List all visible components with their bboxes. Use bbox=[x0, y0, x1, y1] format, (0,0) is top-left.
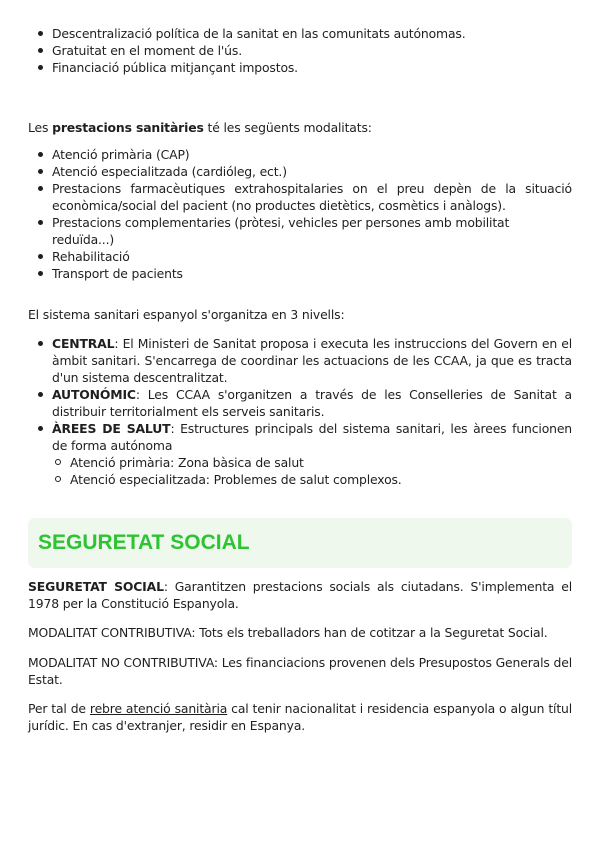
section-title: SEGURETAT SOCIAL bbox=[38, 531, 250, 554]
list-item: CENTRAL: El Ministeri de Sanitat proposa i executa les instruccions del Govern en el àmbit sanitari. S'encarrega de coordinar les actuacions de les CCAA, ja que es tracta d'un sistema descentralitzat. bbox=[28, 335, 572, 386]
list-item: Financiació pública mitjançant impostos. bbox=[28, 59, 572, 76]
seguretat-definition: SEGURETAT SOCIAL: Garantitzen prestacions socials als ciutadans. S'implementa el 1978 per la Constitució Espanyola. bbox=[28, 579, 572, 611]
seguretat-term: SEGURETAT SOCIAL bbox=[28, 579, 164, 594]
sub-list-item: Atenció primària: Zona bàsica de salut bbox=[52, 454, 572, 471]
level-term: CENTRAL bbox=[52, 336, 115, 351]
list-item: Descentralizació política de la sanitat en las comunitats autónomas. bbox=[28, 25, 572, 42]
nivells-list bbox=[28, 335, 572, 488]
prestacions-term: prestacions sanitàries bbox=[52, 120, 204, 135]
list-item: Prestacions complementaries (pròtesi, vehicles per persones amb mobilitat reduïda...) bbox=[28, 214, 572, 248]
list-item: Prestacions farmacèutiques extrahospitalaries on el preu depèn de la situació econòmica/social del pacient (no productes dietètics, cosmètics i anàlogs). bbox=[28, 180, 572, 214]
list-item: Gratuitat en el moment de l'ús. bbox=[28, 42, 572, 59]
list-item: Rehabilitació bbox=[28, 248, 572, 265]
organitzacio-intro: El sistema sanitari espanyol s'organitza en 3 nivells: bbox=[28, 307, 345, 322]
modalitat-contributiva: MODALITAT CONTRIBUTIVA: Tots els treballadors han de cotitzar a la Seguretat Social. bbox=[28, 625, 548, 640]
level-term: AUTONÓMIC bbox=[52, 387, 136, 402]
section-banner bbox=[28, 518, 572, 568]
list-item: Atenció especialitzada (cardióleg, ect.) bbox=[28, 163, 572, 180]
prestacions-list bbox=[28, 146, 572, 282]
list-item: AUTONÓMIC: Les CCAA s'organitzen a través de les Conselleries de Sanitat a distribuir territorialment els serveis sanitaris. bbox=[28, 386, 572, 420]
requisits-paragraph: Per tal de rebre atenció sanitària cal tenir nacionalitat i residencia espanyola o algun títul jurídic. En cas d'extranjer, residir en Espanya. bbox=[28, 701, 573, 733]
list-item: Atenció primària (CAP) bbox=[28, 146, 572, 163]
sub-list-item: Atenció especialitzada: Problemes de salut complexos. bbox=[52, 471, 572, 488]
prestacions-intro: Les prestacions sanitàries té les següents modalitats: bbox=[28, 120, 372, 135]
list-item: ÀREES DE SALUT: Estructures principals del sistema sanitari, les àrees funcionen de forma autónoma Atenció primària: Zona bàsica de salut Atenció especialitzada: Problemes de salut complexos. bbox=[28, 420, 572, 488]
level-term: ÀREES DE SALUT bbox=[52, 421, 171, 436]
modalitat-no-contributiva: MODALITAT NO CONTRIBUTIVA: Les financiacions provenen dels Presupostos Generals del Estat. bbox=[28, 655, 572, 687]
rebre-atencio-link[interactable]: rebre atenció sanitària bbox=[89, 701, 228, 716]
list-item: Transport de pacients bbox=[28, 265, 572, 282]
sanitat-principles-list bbox=[28, 25, 572, 76]
arees-sublist bbox=[52, 454, 572, 488]
